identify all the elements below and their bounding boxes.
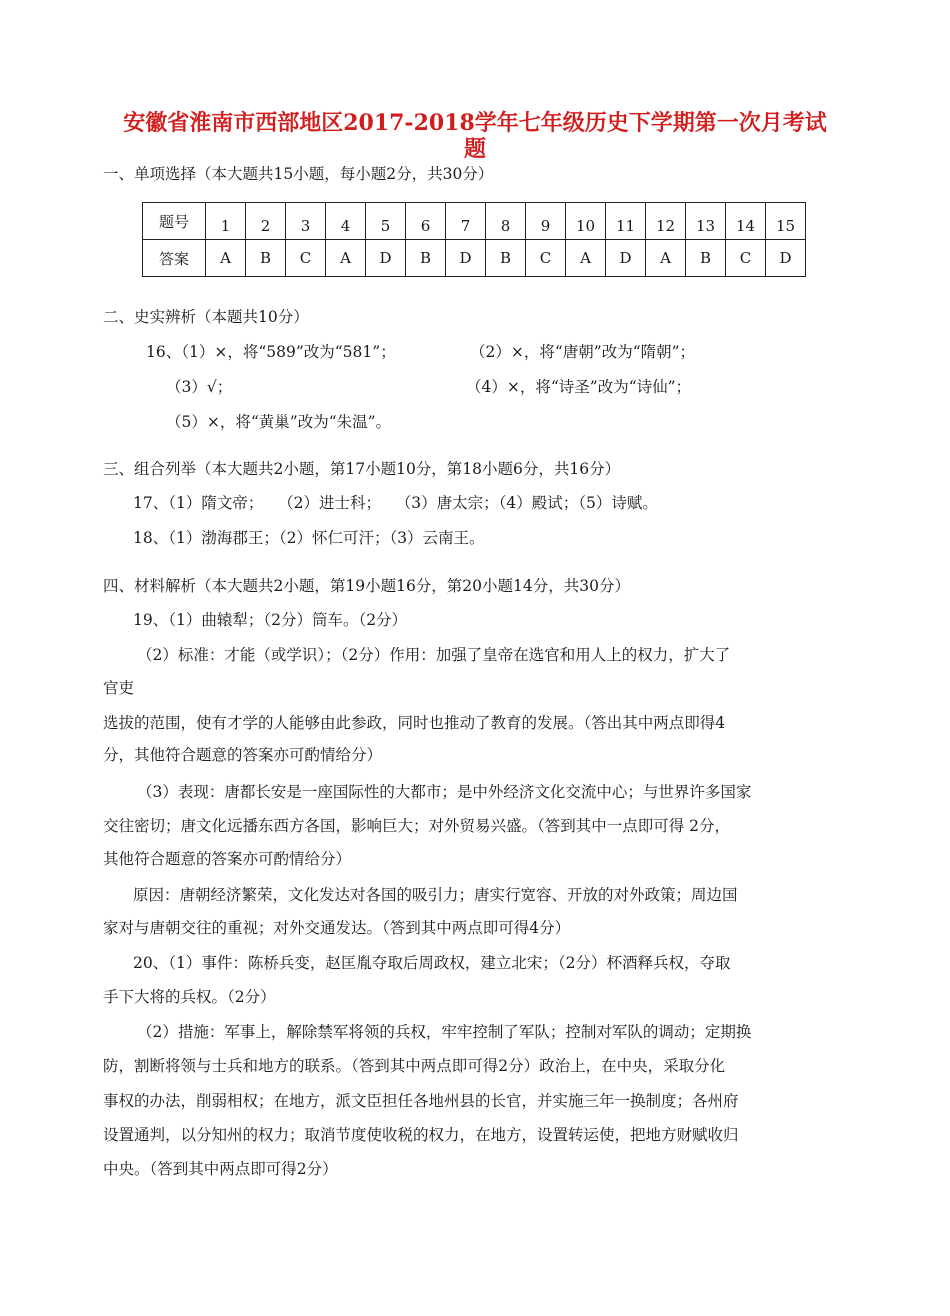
- table-cell-answer: D: [606, 240, 646, 277]
- table-cell-number: 11: [606, 203, 646, 240]
- answer-line: 原因：唐朝经济繁荣，文化发达对各国的吸引力；唐实行宽容、开放的对外政策；周边国: [133, 886, 738, 904]
- table-cell-number: 10: [566, 203, 606, 240]
- q16-item: （5）×，将“黄巢”改为“朱温”。: [166, 413, 392, 431]
- table-cell-answer: D: [766, 240, 806, 277]
- answer-line: 防，割断将领与士兵和地方的联系。（答到其中两点即可得2分）政治上，在中央，采取分化: [103, 1057, 726, 1075]
- section3-heading: 三、组合列举（本大题共2小题，第17小题10分，第18小题6分，共16分）: [103, 460, 621, 478]
- table-cell-answer: B: [406, 240, 446, 277]
- answer-line: 设置通判，以分知州的权力；取消节度使收税的权力，在地方，设置转运使，把地方财赋收归: [103, 1126, 739, 1144]
- table-cell-answer: D: [366, 240, 406, 277]
- table-cell-answer: D: [446, 240, 486, 277]
- q17-answer: 17、（1）隋文帝； （2）进士科； （3）唐太宗；（4）殿试；（5）诗赋。: [133, 494, 658, 512]
- table-cell-number: 1: [206, 203, 246, 240]
- table-cell-answer: B: [486, 240, 526, 277]
- table-cell-answer: C: [726, 240, 766, 277]
- table-cell-number: 15: [766, 203, 806, 240]
- q16-item: 16、（1）×，将“589”改为“581”；: [146, 343, 396, 361]
- answer-line: （2）措施：军事上，解除禁军将领的兵权，牢牢控制了军队；控制对军队的调动；定期换: [137, 1023, 752, 1041]
- page-title-line2: 题: [463, 136, 486, 162]
- table-cell-number: 5: [366, 203, 406, 240]
- answer-line: 交往密切；唐文化远播东西方各国，影响巨大；对外贸易兴盛。（答到其中一点即可得 2分，: [103, 817, 731, 835]
- table-cell-number: 12: [646, 203, 686, 240]
- table-cell-answer: C: [526, 240, 566, 277]
- table-cell-number: 2: [246, 203, 286, 240]
- section1-heading: 一、单项选择（本大题共15小题，每小题2分，共30分）: [103, 165, 494, 183]
- table-cell-number: 13: [686, 203, 726, 240]
- answer-line: 选拔的范围，使有才学的人能够由此参政，同时也推动了教育的发展。（答出其中两点即得4: [103, 714, 726, 732]
- answer-line: 其他符合题意的答案亦可酌情给分）: [103, 850, 352, 868]
- answer-line: 中央。（答到其中两点即可得2分）: [103, 1160, 338, 1178]
- table-row-numbers: [143, 203, 806, 240]
- answer-line: 19、（1）曲辕犁；（2分）筒车。（2分）: [133, 611, 408, 629]
- table-cell-number: 14: [726, 203, 766, 240]
- table-row-label: 题号: [143, 203, 206, 240]
- table-cell-answer: A: [206, 240, 246, 277]
- table-cell-number: 8: [486, 203, 526, 240]
- table-cell-answer: B: [246, 240, 286, 277]
- answer-line: 官吏: [103, 679, 135, 697]
- table-cell-answer: A: [646, 240, 686, 277]
- table-cell-number: 3: [286, 203, 326, 240]
- table-cell-answer: C: [286, 240, 326, 277]
- answer-line: 事权的办法，削弱相权；在地方，派文臣担任各地州县的长官，并实施三年一换制度；各州府: [103, 1092, 739, 1110]
- answer-line: 家对与唐朝交往的重视；对外交通发达。（答到其中两点即可得4分）: [103, 919, 571, 937]
- table-cell-number: 9: [526, 203, 566, 240]
- page-title-line1: 安徽省淮南市西部地区2017-2018学年七年级历史下学期第一次月考试: [123, 110, 827, 136]
- table-cell-number: 6: [406, 203, 446, 240]
- section4-heading: 四、材料解析（本大题共2小题，第19小题16分，第20小题14分，共30分）: [103, 577, 630, 595]
- table-cell-answer: A: [566, 240, 606, 277]
- q16-item: （4）×，将“诗圣”改为“诗仙”；: [466, 378, 692, 396]
- answer-table: [142, 202, 806, 277]
- q18-answer: 18、（1）渤海郡王；（2）怀仁可汗；（3）云南王。: [133, 529, 485, 547]
- table-row-label: 答案: [143, 240, 206, 277]
- q16-item: （2）×，将“唐朝”改为“隋朝”；: [470, 343, 696, 361]
- answer-line: （2）标准：才能（或学识）；（2分）作用：加强了皇帝在选官和用人上的权力，扩大了: [137, 646, 731, 664]
- table-cell-answer: A: [326, 240, 366, 277]
- table-cell-number: 7: [446, 203, 486, 240]
- table-cell-number: 4: [326, 203, 366, 240]
- answer-line: （3）表现：唐都长安是一座国际性的大都市；是中外经济文化交流中心；与世界许多国家: [137, 783, 752, 801]
- table-cell-answer: B: [686, 240, 726, 277]
- answer-line: 20、（1）事件：陈桥兵变，赵匡胤夺取后周政权，建立北宋；（2分）杯酒释兵权，夺取: [133, 954, 731, 972]
- section2-heading: 二、史实辨析（本题共10分）: [103, 308, 309, 326]
- table-row-answers: [143, 240, 806, 277]
- q16-item: （3）√；: [166, 378, 233, 396]
- answer-line: 手下大将的兵权。（2分）: [103, 988, 276, 1006]
- answer-line: 分，其他符合题意的答案亦可酌情给分）: [103, 746, 383, 764]
